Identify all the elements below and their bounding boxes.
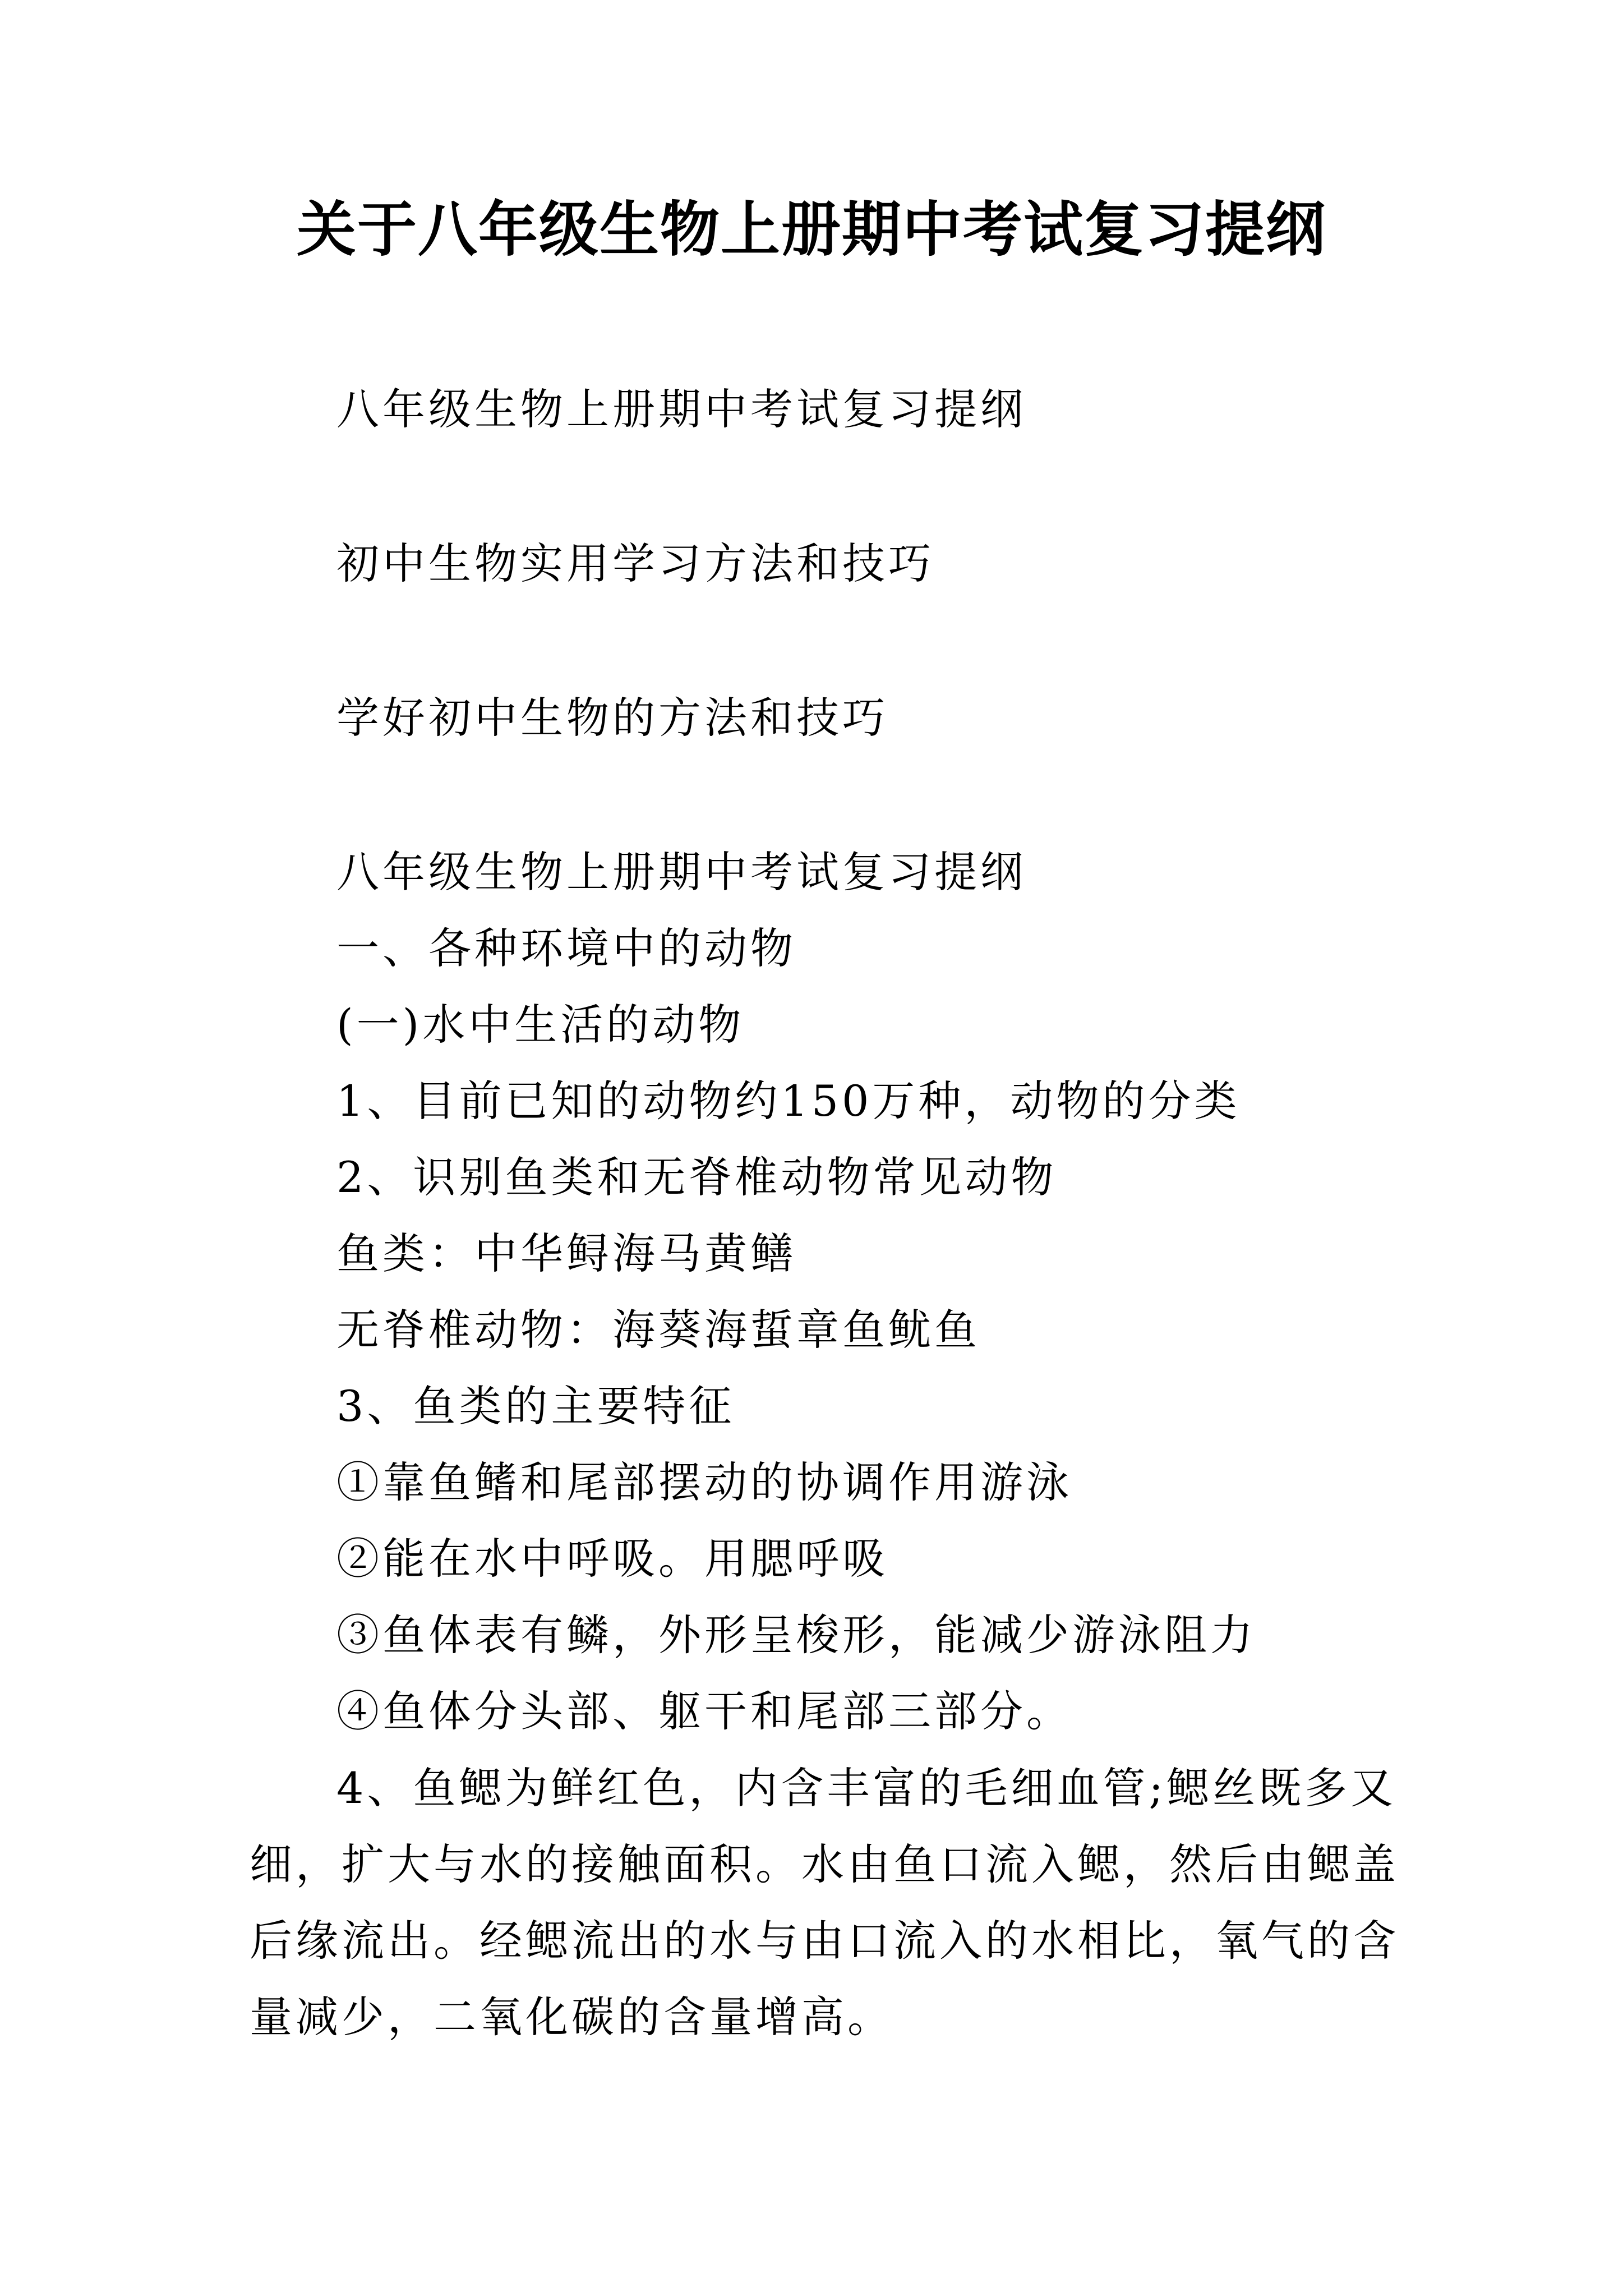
body-paragraph <box>250 1750 1399 2055</box>
body-line-6: 鱼类：中华鲟海马黄鳝 <box>336 1228 796 1278</box>
intro-line-1: 八年级生物上册期中考试复习提纲 <box>336 384 1026 434</box>
section-heading: 一、各种环境中的动物 <box>336 923 796 973</box>
body-paragraph-text: 4、鱼鳃为鲜红色，内含丰富的毛细血管;鳃丝既多又细，扩大与水的接触面积。水由鱼口流入鳃，然后由鳃盖后缘流出。经鳃流出的水与由口流入的水相比，氧气的含量减少，二氧化碳的含量增高。 <box>250 1763 1399 2042</box>
intro-line-2: 初中生物实用学习方法和技巧 <box>336 539 934 588</box>
body-line-4: 1、目前已知的动物约150万种，动物的分类 <box>336 1076 1241 1126</box>
list-item-2: ②能在水中呼吸。用腮呼吸 <box>336 1534 888 1584</box>
list-item-3: ③鱼体表有鳞，外形呈梭形，能减少游泳阻力 <box>336 1610 1256 1660</box>
body-line-5: 2、识别鱼类和无脊椎动物常见动物 <box>336 1152 1057 1202</box>
list-item-1: ①靠鱼鳍和尾部摆动的协调作用游泳 <box>336 1457 1072 1507</box>
body-line-1: 八年级生物上册期中考试复习提纲 <box>336 847 1026 897</box>
intro-line-3: 学好初中生物的方法和技巧 <box>336 693 888 743</box>
body-line-8: 3、鱼类的主要特征 <box>336 1381 735 1431</box>
list-item-4: ④鱼体分头部、躯干和尾部三部分。 <box>336 1686 1072 1736</box>
document-title: 关于八年级生物上册期中考试复习提纲 <box>297 195 1326 264</box>
body-line-7: 无脊椎动物：海葵海蜇章鱼鱿鱼 <box>336 1305 980 1355</box>
subsection-heading: (一)水中生活的动物 <box>336 1000 745 1050</box>
